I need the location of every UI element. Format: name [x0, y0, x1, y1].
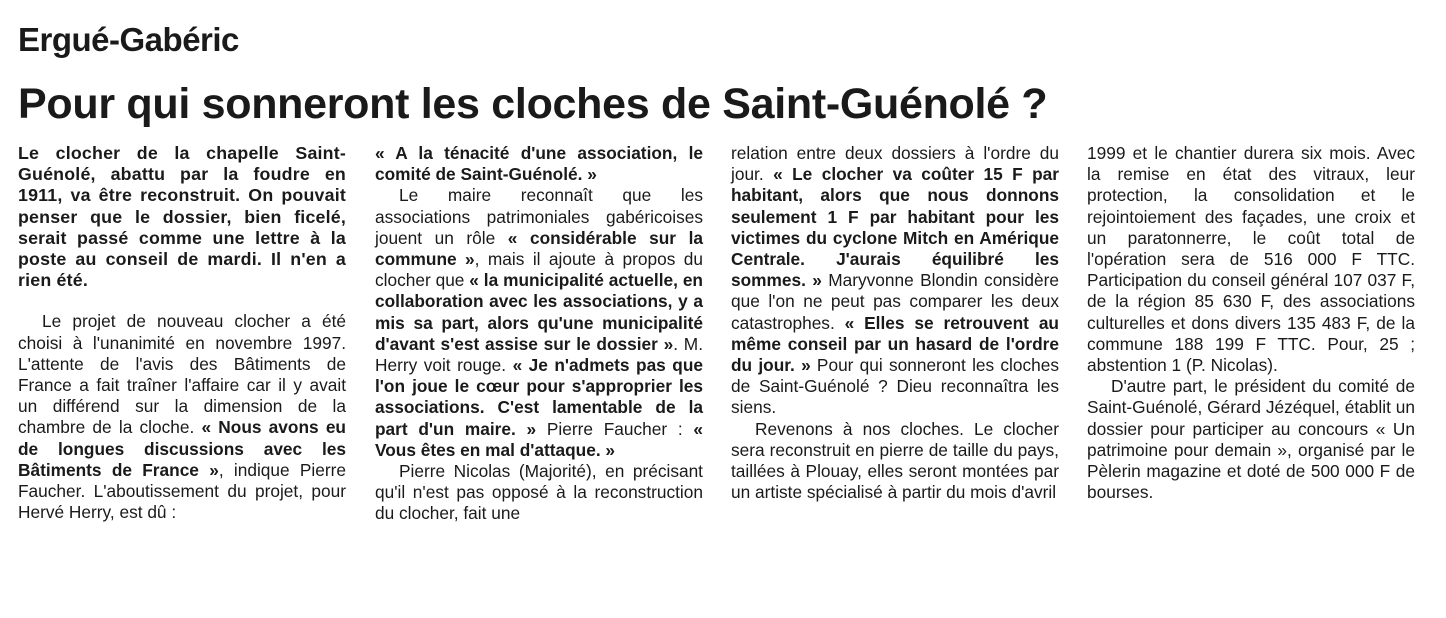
quote-text: « Je n'admets pas que l'on joue le cœur pour s'approprier les associations. C'est lamentable de la part d'un maire. » — [375, 355, 703, 439]
paragraph-text: Le projet de nouveau clocher a été choisi à l'unanimité en novembre 1997. L'attente de l'avis des Bâtiments de France a fait traîner l'affaire car il y avait un différend sur la dimension de la chambre de la cloche. — [18, 311, 346, 438]
article-quote — [375, 143, 703, 185]
paragraph-text: Pierre Faucher : — [536, 418, 694, 439]
quote-text: « Nous avons eu de longues discussions avec les Bâtiments de France » — [18, 417, 346, 480]
article-paragraph: D'autre part, le président du comité de Saint-Guénolé, Gérard Jézéquel, établit un dossier pour participer au concours « Un patrimoine pour demain », organisé par le Pèlerin magazine et doté de 500 000 F de bourses. — [1087, 376, 1415, 503]
article-lead: Le clocher de la chapelle Saint-Guénolé, abattu par la foudre en 1911, va être reconstruit. On pouvait penser que le dossier, bien ficelé, serait passé comme une lettre à la poste au conseil de mardi. Il n'en a rien été. — [18, 143, 346, 291]
quote-text: « Elles se retrouvent au même conseil par un hasard de l'ordre du jour. » — [731, 312, 1059, 376]
article-paragraph — [375, 185, 703, 461]
paragraph-text: Pour qui sonneront les cloches de Saint-Guénolé ? Dieu reconnaîtra les siens. — [731, 355, 1059, 418]
paragraph-text: relation entre deux dossiers à l'ordre du jour. — [731, 143, 1059, 185]
quote-text: « A la ténacité d'une association, le comité de Saint-Guénolé. » — [375, 143, 703, 185]
quote-text: « la municipalité actuelle, en collaboration avec les associations, y a mis sa part, alors qu'une municipalité d'avant s'est assise sur le dossier » — [375, 270, 703, 354]
quote-text: « considérable sur la commune » — [375, 227, 703, 270]
article-paragraph — [18, 311, 346, 523]
paragraph-text: Le maire reconnaît que les associations patrimoniales gabéricoises jouent un rôle — [375, 185, 703, 248]
article-paragraph: Revenons à nos cloches. Le clocher sera reconstruit en pierre de taille du pays, taillées à Plouay, elles seront montées par un artiste spécialisé à partir du mois d'avril — [731, 418, 1059, 503]
paragraph-text: , mais il ajoute à propos du clocher que — [375, 249, 703, 291]
quote-text: « Le clocher va coûter 15 F par habitant, alors que nous donnons seulement 1 F par habitant pour les victimes du cyclone Mitch en Amérique Centrale. J'aurais équilibré les sommes. » — [731, 164, 1059, 291]
article-paragraph: 1999 et le chantier durera six mois. Avec la remise en état des vitraux, leur protection, la consolidation et le rejointoiement des façades, une croix et un paratonnerre, le coût total de l'opération sera de 516 000 F TTC. Participation du conseil général 107 037 F, de la région 85 630 F, des associations culturelles et dons divers 135 483 F, de la commune 188 199 F TTC. Pour, 25 ; abstention 1 (P. Nicolas). — [1087, 143, 1415, 376]
section-kicker: Ergué-Gabéric — [18, 21, 239, 58]
paragraph-text: . M. Herry voit rouge. — [375, 333, 703, 376]
headline: Pour qui sonneront les cloches de Saint-Guénolé ? — [18, 80, 1048, 128]
article-column-3 — [731, 143, 1059, 503]
quote-text: « Vous êtes en mal d'attaque. » — [375, 418, 704, 460]
article-paragraph: Pierre Nicolas (Majorité), en précisant qu'il n'est pas opposé à la reconstruction du clocher, fait une — [375, 461, 703, 524]
paragraph-text: , indique Pierre Faucher. L'aboutissement du projet, pour Hervé Herry, est dû : — [18, 459, 346, 523]
article-paragraph — [731, 143, 1059, 419]
paragraph-text: Maryvonne Blondin considère que l'on ne peut pas comparer les deux catastrophes. — [731, 270, 1059, 333]
article-column-1 — [18, 143, 346, 523]
article-column-4 — [1087, 143, 1415, 503]
article-column-2 — [375, 143, 703, 525]
